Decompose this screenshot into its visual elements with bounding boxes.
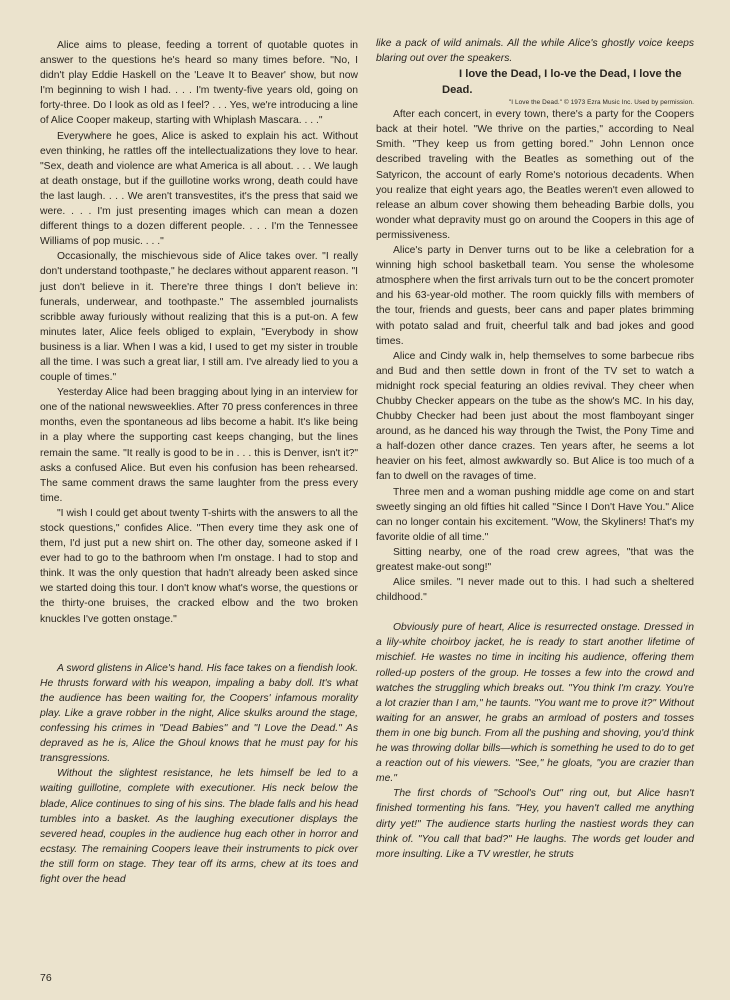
italic-paragraph: Obviously pure of heart, Alice is resurrected onstage. Dressed in a lily-white choirboy jacket, he is ready to start another lifetime of mischief. He wastes no time in inciting his audience, offering them rolled-up posters of the group. He tosses a few into the crowd and watches the struggling which breaks out. "You think I'm crazy. You're a lot crazier than I am," he taunts. "You want me to prove it?" Without waiting for an answer, he grabs an armload of posters and tosses them in one big bunch. From all the pushing and shoving, you'd think he was throwing dollar bills—which is something he used to do to get a reaction out of his viewers. "See," he gloats, "you are crazier than me.": [376, 622, 694, 785]
paragraph: Alice and Cindy walk in, help themselves to some barbecue ribs and Bud and then settle down in front of the TV set to watch a midnight rock special featuring an oldies revival. They cheer when Chubby Checker appears on the tube as the show's MC. In his day, Chubby Checker had been just about the most flamboyant singer around, as he danced his way through the Twist, the Pony Time and a half-dozen other dance crazes. Ten years after, he seems a lot heavier on his feet, almost awkwardly so. But Alice is too much of a fan to dwell on the ravages of time.: [376, 350, 694, 483]
paragraph: Alice aims to please, feeding a torrent of quotable quotes in answer to the questions he's heard so many times before. "No, I didn't play Eddie Haskell on the 'Leave It to Beaver' show, but now I'm beginning to wish I had. . . . I'm twenty-five years old, going on forty-three. Do I look as old as I feel? . . . Yes, we're introducing a line of Alice Cooper makeup, starting with Whiplash Mascara. . . .": [40, 40, 358, 127]
lyric-heading: I love the Dead, I lo-ve the Dead, I love the Dead.: [442, 68, 682, 97]
paragraph: Alice's party in Denver turns out to be like a celebration for a winning high school basketball team. You sense the wholesome atmosphere when the first arrivals turn out to be the concert promoter and his 63-year-old mother. The room quickly fills with members of the tour, friends and guests, beer cans and paper plates brimming with potato salad and fruit, cheerful talk and bad jokes and good times.: [376, 245, 694, 347]
paragraph: Alice smiles. "I never made out to this. I had such a sheltered childhood.": [376, 577, 694, 604]
italic-paragraph: Without the slightest resistance, he lets himself be led to a waiting guillotine, complete with executioner. His neck below the blade, Alice continues to sing of his sins. The blade falls and his head tumbles into a basket. As the laughing executioner displays the severed head, couples in the audience hug each other in horror and ecstasy. The remaining Coopers leave their instruments to pick over the still form on stage. They tear off its arms, chew at its toes and fight over the head: [40, 768, 358, 885]
left-column: [40, 38, 358, 887]
paragraph: After each concert, in every town, there's a party for the Coopers back at their hotel. "We thrive on the parties," according to Neal Smith. "They keep us from getting bored." John Lennon once described traveling with the Beatles as something out of the Satyricon, the account of early Rome's notorious decadents. When you realize that eight years ago, the Beatles weren't even allowed to release an album cover showing them beheading Barbie dolls, you wonder what depravity must go on around the Coopers in this age of permissiveness.: [376, 109, 694, 241]
paragraph: Everywhere he goes, Alice is asked to explain his act. Without even thinking, he rattles off the intellectualizations they love to hear. "Sex, death and violence are what America is all about. . . . We laugh at death onstage, but if the guillotine works wrong, death could have the last laugh. . . . We aren't transvestites, it's the press that said we were. . . . I'm just presenting images which can mean a dozen different things to a dozen different people. . . . I'm the Tennessee Williams of pop music. . . .": [40, 130, 358, 248]
page-number: 76: [40, 972, 52, 984]
italic-paragraph: like a pack of wild animals. All the while Alice's ghostly voice keeps blaring out over the speakers.: [376, 38, 694, 65]
section-gap: [376, 605, 694, 620]
italic-paragraph: A sword glistens in Alice's hand. His face takes on a fiendish look. He thrusts forward with his weapon, impaling a baby doll. It's what the audience has been waiting for, the Coopers' infamous morality play. Like a grave robber in the night, Alice skulks around the stage, confessing his crimes in "Dead Babies" and "I Love the Dead." As depraved as he is, Alice the Ghoul knows that he must pay for his transgressions.: [40, 662, 358, 765]
paragraph: "I wish I could get about twenty T-shirts with the answers to all the stock questions," confides Alice. "Then every time they ask one of them, I'd just put a new shirt on. The other day, someone asked if I ever had to go to the bathroom when I'm onstage. I had to stop and think. It was the only question that hadn't already been asked since we started doing this tour. I don't know what's worse, the questions or the thirty-one bruises, the cracked elbow and the two broken knuckles I've gotten onstage.": [40, 507, 358, 625]
paragraph: Three men and a woman pushing middle age come on and start sweetly singing an old fifties hit called "Since I Don't Have You." Alice can no longer contain his excitement. "Wow, the Skyliners! That's my favorite oldie of all time.": [376, 486, 694, 543]
paragraph: Sitting nearby, one of the road crew agrees, "that was the greatest make-out song!": [376, 546, 694, 573]
right-column: [376, 36, 694, 862]
italic-paragraph: The first chords of "School's Out" ring out, but Alice hasn't finished tormenting his fans. "Hey, you haven't called me anything dirty yet!" The audience starts hurling the nastiest words they can think of. "You call that bad?" He laughs. The words get louder and more insulting. Like a TV wrestler, he struts: [376, 788, 694, 860]
section-gap: [40, 627, 358, 661]
paragraph: Yesterday Alice had been bragging about lying in an interview for one of the national newsweeklies. After 70 press conferences in three months, even the spontaneous ad libs become a habit. It's like being in a play where the supporting cast keeps changing, but the lines remain the same. "It really is good to be in . . . this is Denver, isn't it?" asks a confused Alice. But even his confusion has been rehearsed. The same comment draws the same laughter from the press every time.: [40, 387, 358, 504]
paragraph: Occasionally, the mischievous side of Alice takes over. "I really don't understand toothpaste," he declares without apparent reason. "I just don't believe in it. There're three things I don't believe in: funerals, underwear, and toothpaste." The assembled journalists scribble away furiously without realizing that this is a put-on. A few minutes later, Alice feels obliged to explain, "Everybody in show business is a liar. When I was a kid, I used to get my sister in trouble all the time. I was such a great liar, I still am. I've already lied to you a couple of times.": [40, 251, 358, 384]
lyric-credit: "I Love the Dead." © 1973 Ezra Music Inc. Used by permission.: [508, 99, 694, 107]
